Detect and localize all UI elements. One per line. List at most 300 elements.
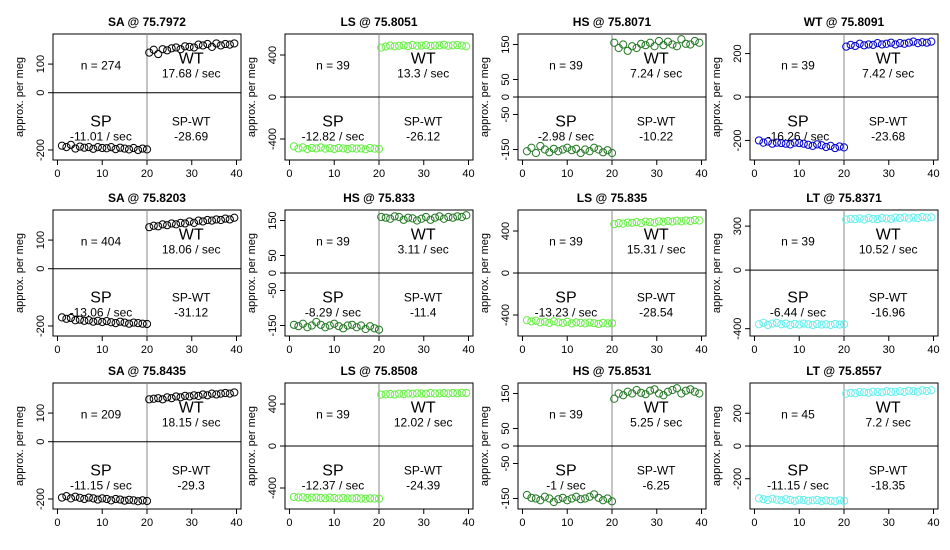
x-tick-label: 10 [328, 517, 341, 529]
sp-point [573, 145, 580, 152]
sp-point [559, 146, 566, 153]
y-axis-label: approx. per meg [479, 405, 491, 487]
sp-point [85, 144, 92, 151]
panel-title: LT @ 75.8557 [806, 364, 882, 378]
spwt-value: -10.22 [639, 129, 674, 144]
x-tick-label: 0 [751, 344, 758, 356]
x-tick-label: 0 [751, 168, 758, 180]
spwt-label: SP-WT [868, 463, 908, 478]
y-tick-label: 50 [267, 249, 279, 262]
wt-rate: 18.15 / sec [161, 415, 221, 430]
y-tick-label: 0 [267, 442, 279, 450]
wt-point [874, 40, 881, 47]
y-axis-label: approx. per meg [14, 56, 26, 138]
sp-label: SP [555, 462, 577, 480]
sp-point [760, 319, 767, 326]
x-tick-label: 40 [230, 344, 243, 356]
sp-point [326, 322, 333, 329]
wt-point [418, 215, 425, 222]
wt-label: WT [410, 399, 436, 417]
sp-rate: -11.15 / sec [70, 478, 132, 493]
sp-point [371, 325, 378, 332]
x-tick-label: 30 [185, 168, 198, 180]
y-tick-label: -200 [35, 487, 47, 510]
spwt-label: SP-WT [403, 114, 443, 129]
x-tick-label: 30 [650, 517, 663, 529]
y-tick-label: 0 [500, 269, 512, 277]
sp-point [362, 146, 369, 153]
wt-point [409, 215, 416, 222]
wt-point [865, 389, 872, 396]
x-tick-label: 10 [96, 344, 109, 356]
x-tick-label: 40 [695, 168, 708, 180]
spwt-value: -28.54 [639, 305, 674, 320]
wt-point [905, 39, 912, 46]
x-tick-label: 20 [605, 168, 619, 180]
x-tick-label: 10 [793, 168, 806, 180]
wt-point [651, 219, 658, 226]
y-tick-label: -150 [267, 314, 279, 337]
sp-point [81, 495, 88, 502]
x-tick-label: 30 [650, 344, 663, 356]
sp-rate: -12.37 / sec [301, 478, 365, 493]
x-tick-label: 10 [561, 344, 574, 356]
x-tick-label: 40 [230, 168, 243, 180]
wt-point [615, 390, 622, 397]
y-axis-label: approx. per meg [479, 56, 491, 138]
panel-title: WT @ 75.8091 [803, 15, 885, 29]
n-count-label: n = 274 [80, 58, 122, 73]
spwt-label: SP-WT [636, 290, 676, 305]
x-tick-label: 30 [417, 168, 430, 180]
wt-point [928, 38, 935, 45]
wt-point [673, 43, 680, 50]
y-axis-label: approx. per meg [246, 405, 258, 487]
spwt-label: SP-WT [868, 114, 908, 129]
wt-point [217, 42, 224, 49]
spwt-value: -28.69 [174, 129, 209, 144]
x-tick-label: 30 [185, 517, 198, 529]
spwt-label: SP-WT [403, 290, 443, 305]
y-axis-label: approx. per meg [479, 232, 491, 314]
x-tick-label: 30 [882, 344, 895, 356]
sp-point [582, 495, 589, 502]
wt-point [231, 40, 238, 47]
wt-point [696, 217, 703, 224]
sp-point [290, 321, 297, 328]
y-tick-label: 150 [267, 211, 279, 230]
wt-point [892, 41, 899, 48]
y-tick-label: 100 [35, 403, 47, 423]
wt-point [155, 223, 162, 230]
x-tick-label: 20 [140, 344, 154, 356]
sp-point [72, 493, 79, 500]
x-tick-label: 40 [927, 344, 940, 356]
sp-label: SP [555, 289, 577, 307]
x-tick-label: 40 [230, 517, 243, 529]
x-tick-label: 0 [286, 517, 293, 529]
sp-rate: -11.15 / sec [767, 478, 829, 493]
sp-label: SP [322, 113, 344, 131]
panel-title: HS @ 75.8531 [572, 364, 652, 378]
y-tick-label: 300 [732, 216, 744, 236]
y-tick-label: 50 [500, 73, 512, 86]
n-count-label: n = 39 [316, 58, 350, 73]
y-tick-label: 200 [732, 44, 744, 63]
wt-point [413, 217, 420, 224]
x-tick-label: 30 [882, 517, 895, 529]
panel-title: LS @ 75.8051 [340, 15, 418, 29]
y-tick-label: 150 [500, 384, 512, 403]
n-count-label: n = 39 [781, 234, 815, 249]
wt-point [204, 392, 211, 399]
sp-point [546, 319, 553, 326]
panel-6 [246, 191, 475, 356]
sp-rate: -13.23 / sec [534, 305, 598, 320]
wt-point [852, 42, 859, 49]
wt-label: WT [875, 50, 901, 68]
spwt-value: -29.3 [177, 478, 205, 493]
x-tick-label: 0 [519, 344, 526, 356]
wt-point [164, 222, 171, 229]
sp-point [782, 320, 789, 327]
wt-point [861, 216, 868, 223]
y-tick-label: -400 [500, 303, 512, 327]
x-tick-label: 20 [140, 168, 154, 180]
wt-point [463, 43, 470, 50]
sp-point [764, 496, 771, 503]
wt-rate: 12.02 / sec [393, 415, 453, 430]
sp-point [290, 143, 297, 150]
y-tick-label: 0 [35, 265, 47, 272]
y-tick-label: 0 [732, 93, 744, 101]
y-tick-label: 0 [732, 267, 744, 274]
sp-label: SP [322, 462, 344, 480]
sp-point [112, 320, 119, 327]
wt-rate: 18.06 / sec [161, 242, 221, 257]
x-tick-label: 30 [650, 168, 663, 180]
spwt-value: -6.25 [642, 478, 670, 493]
sp-point [822, 143, 829, 150]
wt-label: WT [875, 226, 901, 244]
x-tick-label: 20 [605, 344, 619, 356]
y-axis-label: approx. per meg [246, 56, 258, 138]
spwt-label: SP-WT [403, 463, 443, 478]
wt-point [231, 389, 238, 396]
sp-point [299, 144, 306, 151]
sp-point [568, 495, 575, 502]
panel-title: LT @ 75.8371 [806, 191, 882, 205]
wt-point [190, 219, 197, 226]
wt-point [159, 396, 166, 403]
y-tick-label: 400 [267, 394, 279, 414]
y-tick-label: -50 [267, 282, 279, 299]
sp-rate: -6.44 / sec [769, 305, 826, 320]
wt-point [217, 216, 224, 223]
x-tick-label: 40 [462, 344, 475, 356]
wt-label: WT [643, 50, 669, 68]
sp-point [764, 321, 771, 328]
panel-title: LS @ 75.8508 [340, 364, 418, 378]
y-tick-label: -200 [732, 467, 744, 490]
y-tick-label: -150 [500, 487, 512, 510]
spwt-value: -24.39 [406, 478, 441, 493]
wt-point [168, 395, 175, 402]
sp-label: SP [787, 113, 809, 131]
panel-1 [14, 15, 243, 180]
wt-point [431, 214, 438, 221]
n-count-label: n = 39 [549, 407, 583, 422]
sp-point [72, 145, 79, 152]
x-tick-label: 20 [837, 517, 851, 529]
sp-point [58, 142, 65, 149]
wt-point [696, 39, 703, 46]
wt-point [856, 40, 863, 47]
wt-point [923, 39, 930, 46]
wt-point [155, 50, 162, 57]
wt-label: WT [643, 399, 669, 417]
x-tick-label: 0 [54, 517, 61, 529]
wt-point [651, 386, 658, 393]
sp-point [773, 319, 780, 326]
wt-point [208, 217, 215, 224]
x-tick-label: 10 [328, 344, 341, 356]
sp-point [117, 496, 124, 503]
panel-3 [479, 15, 708, 180]
sp-point [103, 495, 110, 502]
x-tick-label: 20 [837, 168, 851, 180]
spwt-value: -11.4 [409, 305, 437, 320]
x-tick-label: 40 [462, 168, 475, 180]
y-tick-label: 0 [267, 269, 279, 277]
wt-rate: 10.52 / sec [858, 242, 918, 257]
x-tick-label: 30 [882, 168, 895, 180]
n-count-label: n = 39 [316, 234, 350, 249]
wt-rate: 3.11 / sec [397, 242, 449, 257]
y-tick-label: -50 [500, 455, 512, 472]
wt-point [195, 392, 202, 399]
sp-label: SP [787, 289, 809, 307]
y-tick-label: -200 [732, 129, 744, 152]
sp-point [134, 146, 141, 153]
sp-point [791, 497, 798, 504]
wt-point [655, 37, 662, 44]
y-tick-label: 400 [267, 45, 279, 65]
sp-point [130, 144, 137, 151]
sp-point [121, 319, 128, 326]
sp-label: SP [322, 289, 344, 307]
y-tick-label: 50 [500, 422, 512, 435]
n-count-label: n = 39 [549, 234, 583, 249]
panel-4 [711, 15, 940, 180]
wt-point [155, 395, 162, 402]
sp-rate: -8.29 / sec [304, 305, 361, 320]
spwt-label: SP-WT [868, 290, 908, 305]
y-tick-label: -200 [35, 314, 47, 337]
sp-rate: -1 / sec [546, 478, 586, 493]
y-tick-label: -200 [35, 138, 47, 161]
wt-point [696, 390, 703, 397]
panel-title: SA @ 75.8435 [108, 364, 186, 378]
x-tick-label: 10 [96, 168, 109, 180]
wt-point [887, 39, 894, 46]
wt-point [669, 386, 676, 393]
sp-point [317, 144, 324, 151]
panel-title: SA @ 75.8203 [108, 191, 186, 205]
y-axis-label: approx. per meg [711, 405, 723, 487]
wt-point [878, 389, 885, 396]
y-tick-label: 0 [267, 93, 279, 101]
panel-title: LS @ 75.835 [576, 191, 648, 205]
sp-rate: -12.82 / sec [301, 129, 365, 144]
wt-point [458, 213, 465, 220]
spwt-label: SP-WT [171, 114, 211, 129]
spwt-label: SP-WT [636, 114, 676, 129]
wt-point [883, 40, 890, 47]
sp-point [125, 146, 132, 153]
sp-label: SP [90, 113, 112, 131]
wt-rate: 17.68 / sec [161, 66, 221, 81]
wt-point [928, 387, 935, 394]
wt-point [901, 388, 908, 395]
sp-point [532, 495, 539, 502]
y-tick-label: 0 [35, 438, 47, 445]
sp-point [108, 497, 115, 504]
wt-rate: 7.24 / sec [630, 66, 683, 81]
wt-point [226, 216, 233, 223]
wt-point [637, 40, 644, 47]
x-tick-label: 0 [286, 344, 293, 356]
sp-point [63, 493, 70, 500]
sp-point [94, 496, 101, 503]
x-tick-label: 40 [695, 344, 708, 356]
y-tick-label: 0 [35, 89, 47, 96]
sp-point [108, 144, 115, 151]
x-tick-label: 20 [140, 517, 154, 529]
n-count-label: n = 39 [316, 407, 350, 422]
n-count-label: n = 404 [80, 234, 122, 249]
wt-point [869, 41, 876, 48]
x-tick-label: 40 [695, 517, 708, 529]
sp-point [112, 146, 119, 153]
x-tick-label: 0 [751, 517, 758, 529]
x-tick-label: 10 [793, 517, 806, 529]
x-tick-label: 10 [96, 517, 109, 529]
y-tick-label: 0 [732, 442, 744, 450]
wt-point [901, 214, 908, 221]
x-tick-label: 30 [417, 517, 430, 529]
wt-point [633, 44, 640, 51]
panel-title: SA @ 75.7972 [108, 15, 186, 29]
wt-point [678, 36, 685, 43]
sp-point [67, 495, 74, 502]
wt-point [199, 218, 206, 225]
spwt-value: -31.12 [174, 305, 209, 320]
sp-rate: -16.26 / sec [766, 129, 830, 144]
sp-point [532, 149, 539, 156]
sp-point [76, 143, 83, 150]
x-tick-label: 0 [54, 168, 61, 180]
wt-label: WT [178, 226, 204, 244]
sp-point [778, 497, 785, 504]
panel-9 [14, 364, 243, 529]
spwt-value: -16.96 [871, 305, 906, 320]
wt-point [655, 390, 662, 397]
spwt-value: -18.35 [871, 478, 906, 493]
y-tick-label: 200 [732, 404, 744, 423]
wt-point [463, 212, 470, 219]
panel-title: HS @ 75.8071 [572, 15, 652, 29]
x-tick-label: 20 [372, 344, 386, 356]
y-tick-label: -400 [732, 317, 744, 340]
sp-point [125, 320, 132, 327]
wt-rate: 7.2 / sec [865, 415, 911, 430]
wt-point [226, 390, 233, 397]
x-tick-label: 30 [417, 344, 430, 356]
y-axis-label: approx. per meg [14, 232, 26, 314]
x-tick-label: 30 [185, 344, 198, 356]
wt-point [199, 42, 206, 49]
wt-label: WT [410, 50, 436, 68]
panel-2 [246, 15, 475, 180]
wt-point [928, 214, 935, 221]
sp-point [58, 314, 65, 321]
x-tick-label: 10 [328, 168, 341, 180]
wt-label: WT [410, 226, 436, 244]
y-tick-label: -150 [500, 138, 512, 161]
wt-rate: 13.3 / sec [397, 66, 450, 81]
panel-10 [246, 364, 475, 529]
sp-point [63, 144, 70, 151]
wt-rate: 5.25 / sec [630, 415, 683, 430]
x-tick-label: 10 [793, 344, 806, 356]
wt-point [231, 214, 238, 221]
wt-label: WT [178, 399, 204, 417]
x-tick-label: 20 [372, 517, 386, 529]
panel-11 [479, 364, 708, 529]
wt-point [159, 46, 166, 53]
panel-5 [14, 191, 243, 356]
spwt-label: SP-WT [171, 290, 211, 305]
sp-rate: -11.01 / sec [70, 129, 132, 144]
wt-point [226, 41, 233, 48]
sp-label: SP [90, 289, 112, 307]
wt-rate: 7.42 / sec [862, 66, 915, 81]
wt-point [624, 47, 631, 54]
y-tick-label: 100 [35, 230, 47, 250]
y-tick-label: 100 [35, 54, 47, 74]
wt-rate: 15.31 / sec [626, 242, 686, 257]
x-tick-label: 40 [927, 517, 940, 529]
wt-point [449, 214, 456, 221]
sp-label: SP [555, 113, 577, 131]
n-count-label: n = 39 [549, 58, 583, 73]
wt-label: WT [178, 50, 204, 68]
sp-rate: -2.98 / sec [537, 129, 594, 144]
y-tick-label: 400 [500, 221, 512, 241]
wt-point [887, 215, 894, 222]
y-tick-label: -400 [267, 127, 279, 151]
y-axis-label: approx. per meg [14, 405, 26, 487]
x-tick-label: 0 [519, 168, 526, 180]
wt-point [910, 38, 917, 45]
y-axis-label: approx. per meg [711, 56, 723, 138]
x-tick-label: 10 [561, 168, 574, 180]
sp-point [76, 494, 83, 501]
wt-point [629, 43, 636, 50]
panel-7 [479, 191, 708, 356]
sp-point [831, 144, 838, 151]
